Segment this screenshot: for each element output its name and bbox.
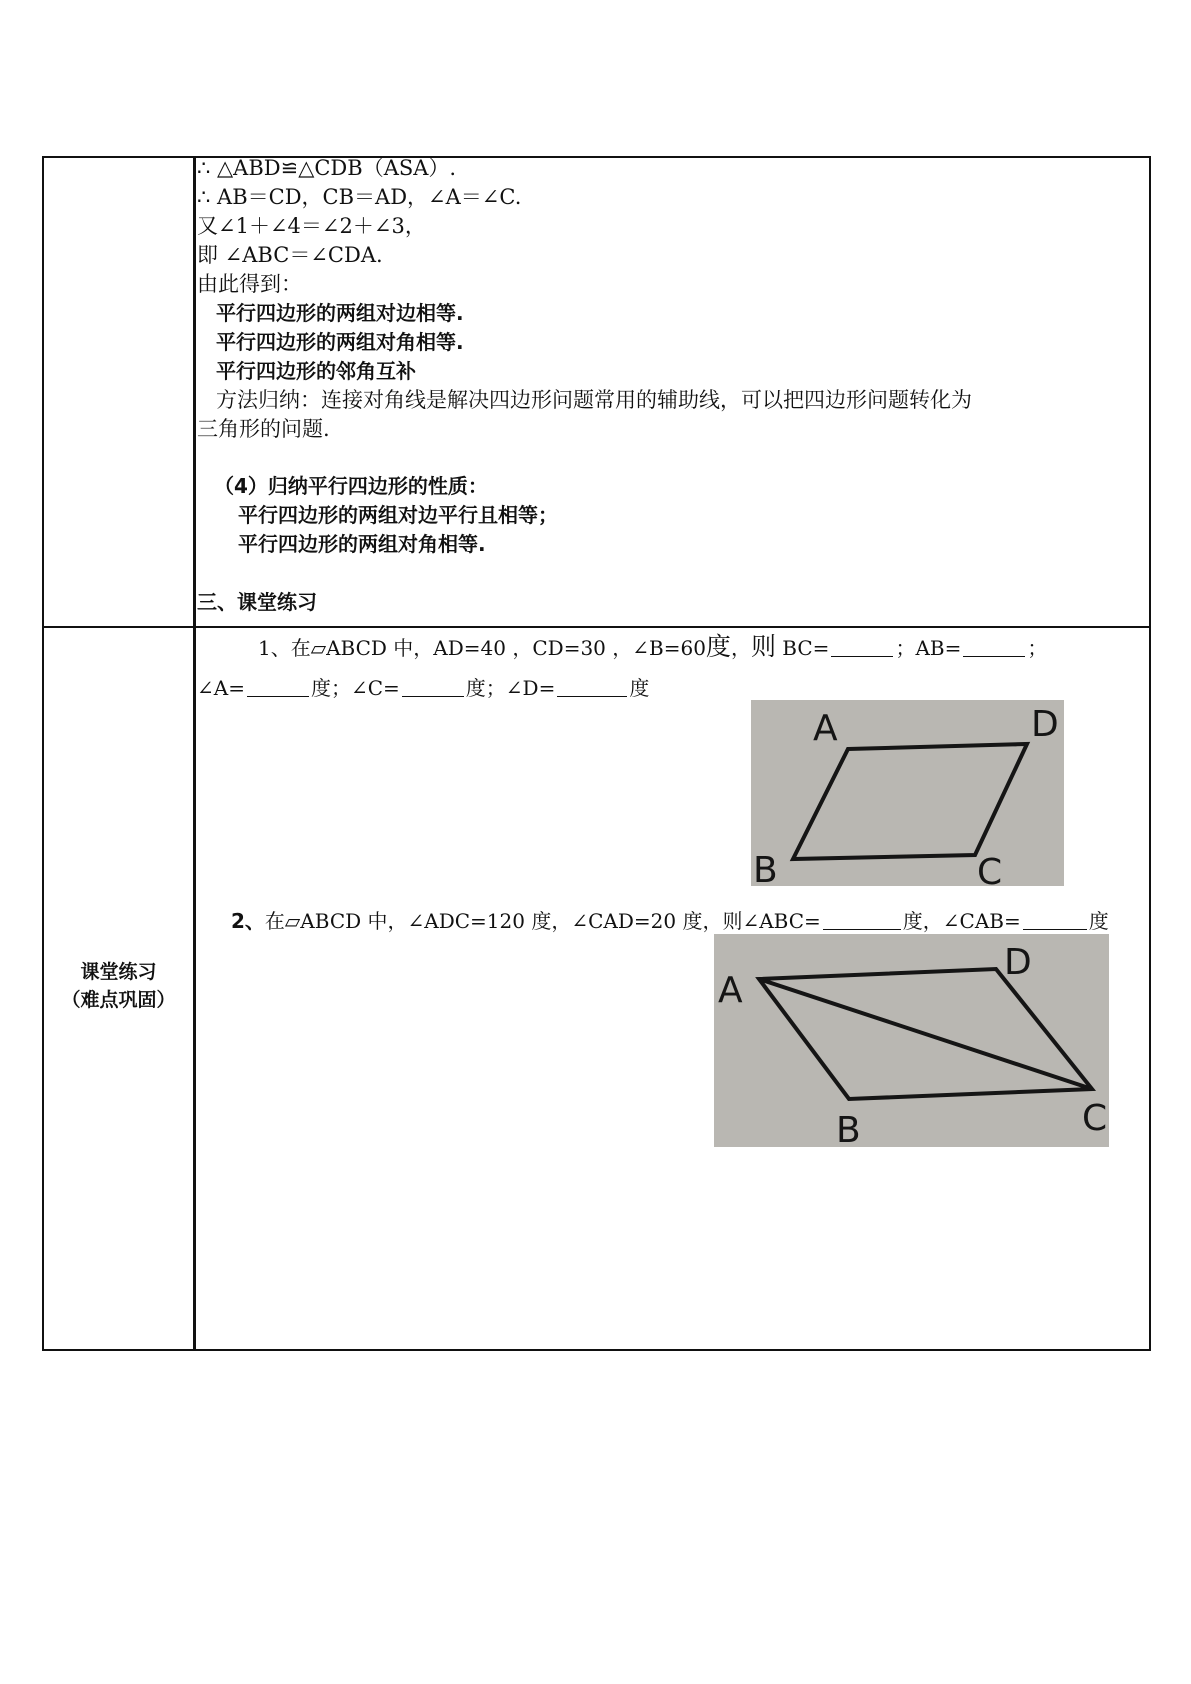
- q2-end: 度: [1088, 909, 1109, 933]
- property-angles: 平行四边形的两组对角相等.: [216, 330, 464, 354]
- q1-bc-label: BC=: [775, 636, 830, 660]
- q1-bc-blank[interactable]: [831, 636, 893, 657]
- question-1-line-2: [197, 673, 649, 703]
- row-label-line2: （难点巩固）: [61, 989, 176, 1011]
- q1-d-blank[interactable]: [557, 676, 627, 697]
- proof-line-2: ∴ AB＝CD，CB＝AD，∠A＝∠C.: [197, 185, 522, 209]
- property-sides: 平行四边形的两组对边相等.: [216, 301, 464, 325]
- q1-ab-blank[interactable]: [963, 636, 1025, 657]
- fig1-label-b: B: [753, 850, 778, 886]
- column-divider: [193, 158, 196, 1349]
- q1-comma: ，: [730, 636, 751, 660]
- fig2-label-a: A: [718, 970, 743, 1011]
- summary-line-1: 平行四边形的两组对边平行且相等；: [238, 503, 558, 527]
- fig1-label-c: C: [977, 852, 1003, 886]
- parallelogram-drawing-2: [714, 934, 1109, 1147]
- row-label-line1: 课堂练习: [80, 961, 157, 983]
- proof-line-5: 由此得到：: [197, 272, 302, 296]
- parallelogram-figure-2: [714, 934, 1109, 1147]
- q1-then: 则: [750, 632, 776, 661]
- q1-c-label: 度；∠C=: [310, 676, 400, 700]
- proof-line-4: 即 ∠ABC＝∠CDA.: [197, 243, 383, 267]
- row-label-practice: [44, 958, 193, 1014]
- practice-heading: 三、课堂练习: [197, 590, 317, 614]
- method-summary-2: 三角形的问题.: [197, 417, 330, 441]
- question-2: [231, 906, 1109, 936]
- q2-abc-blank[interactable]: [823, 909, 901, 930]
- fig2-label-b: B: [836, 1110, 861, 1147]
- q1-a-label: ∠A=: [197, 676, 245, 700]
- q1-prefix: 1、在▱ABCD 中，AD=40 ，CD=30 ，∠B=60: [258, 636, 706, 660]
- q1-d-unit: 度: [629, 676, 650, 700]
- proof-line-3: 又∠1＋∠4＝∠2＋∠3，: [197, 214, 426, 238]
- row-divider: [44, 626, 1149, 628]
- q1-ab-label: ；AB=: [895, 636, 962, 660]
- q2-mid: 度，∠CAB=: [902, 909, 1021, 933]
- proof-line-1: ∴ △ABD≌△CDB（ASA）.: [197, 156, 457, 180]
- question-1-line-1: [258, 632, 1047, 663]
- q1-a-blank[interactable]: [247, 676, 309, 697]
- fig1-label-d: D: [1031, 704, 1059, 745]
- q2-cab-blank[interactable]: [1023, 909, 1087, 930]
- q1-d-label: 度；∠D=: [465, 676, 556, 700]
- fig2-label-d: D: [1004, 942, 1032, 983]
- property-adjacent: 平行四边形的邻角互补: [216, 359, 416, 383]
- q1-c-blank[interactable]: [402, 676, 464, 697]
- lesson-table: [42, 156, 1151, 1351]
- q2-text: 在▱ABCD 中，∠ADC=120 度，∠CAD=20 度，则∠ABC=: [264, 909, 821, 933]
- summary-title: （4）归纳平行四边形的性质：: [214, 474, 488, 498]
- fig2-label-c: C: [1082, 1098, 1108, 1139]
- q2-number: 2、: [231, 909, 265, 933]
- q1-degree: 度: [705, 632, 731, 661]
- q1-end: ；: [1027, 636, 1048, 660]
- parallelogram-figure-1: [751, 700, 1064, 886]
- method-summary-1: 方法归纳：连接对角线是解决四边形问题常用的辅助线，可以把四边形问题转化为: [216, 388, 972, 412]
- summary-line-2: 平行四边形的两组对角相等.: [238, 532, 486, 556]
- parallelogram-drawing-1: [751, 700, 1064, 886]
- fig1-label-a: A: [813, 708, 838, 749]
